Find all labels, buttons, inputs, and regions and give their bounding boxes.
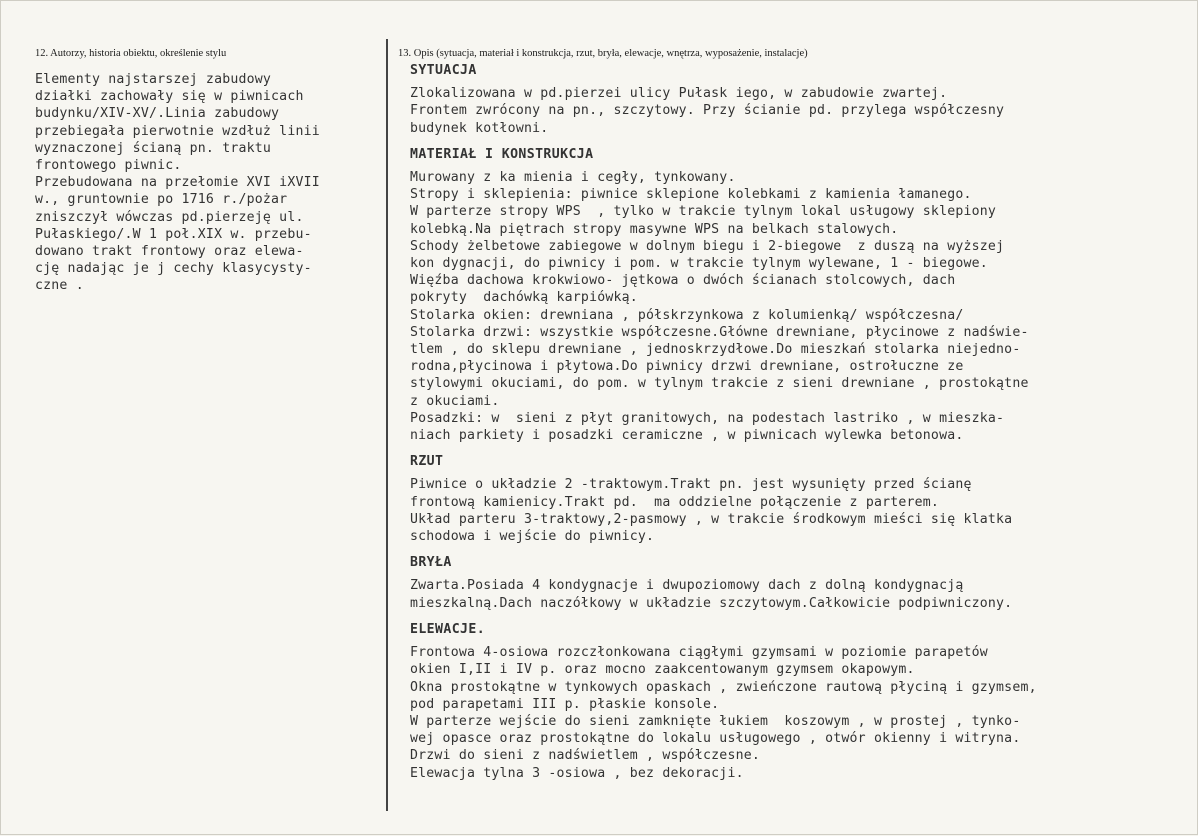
section-line: tlem , do sklepu drewniane , jednoskrzydłowe.Do mieszkań stolarka niejedno-: [410, 342, 1021, 358]
section-line: Układ parteru 3-traktowy,2-pasmowy , w trakcie środkowym mieści się klatka: [410, 511, 1013, 527]
section-line: z okuciami.: [410, 393, 500, 409]
section-line: Elewacja tylna 3 -osiowa , bez dekoracji.: [410, 765, 744, 781]
section-line: rodna,płycinowa i płytowa.Do piwnicy drzwi drewniane, ostrołuczne ze: [410, 359, 964, 375]
section-line: Frontem zwrócony na pn., szczytowy. Przy ścianie pd. przylega współczesny: [410, 103, 1005, 119]
section-line: Posadzki: w sieni z płyt granitowych, na podestach lastriko , w mieszka-: [410, 410, 1005, 426]
section-gap: [410, 612, 1037, 621]
section-line: Okna prostokątne w tynkowych opaskach , zwieńczone rautową płyciną i gzymsem,: [410, 679, 1037, 695]
section-line: wej opasce oraz prostokątne do lokalu usługowego , otwór okienny i witryna.: [410, 731, 1021, 747]
section-line: Zwarta.Posiada 4 kondygnacje i dwupoziomowy dach z dolną kondygnacją: [410, 578, 964, 594]
section-line: Stropy i sklepienia: piwnice sklepione kolebkami z kamienia łamanego.: [410, 187, 972, 203]
section-line: Piwnice o układzie 2 -traktowym.Trakt pn. jest wysunięty przed ścianę: [410, 477, 972, 493]
section-line: Drzwi do sieni z nadświetlem , współczesne.: [410, 748, 761, 764]
section-line: frontową kamienicy.Trakt pd. ma oddzielne połączenie z parterem.: [410, 494, 940, 510]
history-line: wyznaczonej ścianą pn. traktu: [35, 140, 272, 156]
section-line: pokryty dachówką karpiówką.: [410, 290, 638, 306]
history-header: 12. Autorzy, historia obiektu, określenie stylu: [35, 48, 227, 59]
history-line: frontowego piwnic.: [35, 158, 182, 174]
section-gap: [410, 444, 1037, 453]
description-column: [388, 1, 1198, 836]
section-line: budynek kotłowni.: [410, 120, 549, 136]
section-line: Frontowa 4-osiowa rozczłonkowana ciągłymi gzymsami w poziomie parapetów: [410, 645, 988, 661]
section-line: Stolarka okien: drewniana , półskrzynkowa z kolumienką/ współczesna/: [410, 307, 964, 323]
section-heading: ELEWACJE.: [410, 621, 486, 637]
description-header: 13. Opis (sytuacja, materiał i konstrukcja, rzut, bryła, elewacje, wnętrza, wyposażenie, instalacje): [398, 48, 808, 59]
history-text: [35, 71, 320, 295]
section-line: niach parkiety i posadzki ceramiczne , w piwnicach wylewka betonowa.: [410, 428, 964, 444]
history-line: cję nadając je j cechy klasycysty-: [35, 261, 312, 277]
section-gap: [410, 137, 1037, 146]
section-heading: MATERIAŁ I KONSTRUKCJA: [410, 146, 594, 162]
description-text: [410, 62, 1037, 782]
section-heading: BRYŁA: [410, 555, 452, 571]
section-line: Więźba dachowa krokwiowo- jętkowa o dwóch ścianach stolcowych, dach: [410, 273, 956, 289]
history-line: budynku/XIV-XV/.Linia zabudowy: [35, 106, 280, 122]
section-line: pod parapetami III p. płaskie konsole.: [410, 696, 720, 712]
section-line: W parterze wejście do sieni zamknięte łukiem koszowym , w prostej , tynko-: [410, 713, 1021, 729]
section-line: schodowa i wejście do piwnicy.: [410, 529, 655, 545]
history-column: [1, 1, 386, 836]
section-line: kon dygnacji, do piwnicy i pom. w trakcie tylnym wylewane, 1 - biegowe.: [410, 256, 988, 272]
history-line: dowano trakt frontowy oraz elewa-: [35, 244, 304, 260]
history-line: w., gruntownie po 1716 r./pożar: [35, 192, 288, 208]
section-line: Zlokalizowana w pd.pierzei ulicy Pułask iego, w zabudowie zwartej.: [410, 86, 948, 102]
history-line: działki zachowały się w piwnicach: [35, 89, 304, 105]
section-gap: [410, 545, 1037, 554]
history-line: Przebudowana na przełomie XVI iXVII: [35, 175, 320, 191]
section-line: mieszkalną.Dach naczółkowy w układzie szczytowym.Całkowicie podpiwniczony.: [410, 595, 1013, 611]
section-heading: RZUT: [410, 454, 444, 470]
section-line: Schody żelbetowe zabiegowe w dolnym biegu i 2-biegowe z duszą na wyższej: [410, 238, 1005, 254]
section-line: Murowany z ka mienia i cegły, tynkowany.: [410, 170, 736, 186]
section-line: W parterze stropy WPS , tylko w trakcie tylnym lokal usługowy sklepiony: [410, 204, 997, 220]
section-line: okien I,II i IV p. oraz mocno zaakcentowanym gzymsem okapowym.: [410, 662, 915, 678]
history-line: zniszczył wówczas pd.pierzeję ul.: [35, 209, 304, 225]
section-line: kolebką.Na piętrach stropy masywne WPS na belkach stalowych.: [410, 221, 899, 237]
history-line: czne .: [35, 278, 84, 294]
section-heading: SYTUACJA: [410, 63, 477, 78]
section-line: stylowymi okuciami, do pom. w tylnym trakcie z sieni drewniane , prostokątne: [410, 376, 1029, 392]
history-line: Elementy najstarszej zabudowy: [35, 72, 272, 87]
section-line: Stolarka drzwi: wszystkie współczesne.Główne drewniane, płycinowe z nadświe-: [410, 324, 1029, 340]
history-line: przebiegała pierwotnie wzdłuż linii: [35, 123, 320, 139]
history-line: Pułaskiego/.W 1 poł.XIX w. przebu-: [35, 226, 312, 242]
